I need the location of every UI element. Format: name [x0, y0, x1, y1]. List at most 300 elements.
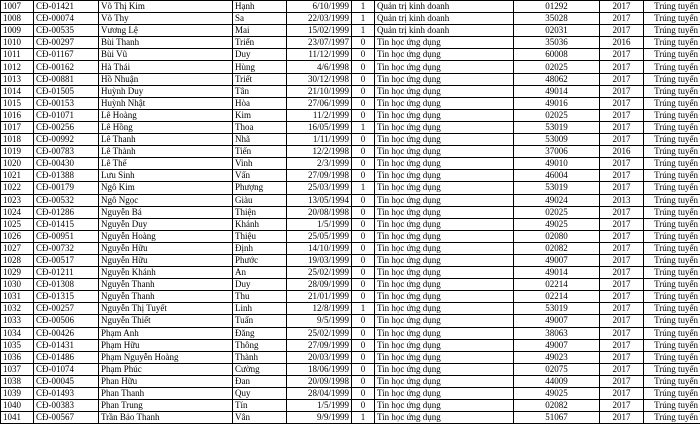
- table-row: [1, 327, 700, 339]
- first-name-cell: Định: [233, 242, 287, 254]
- graduation-year-cell: 2017: [600, 230, 644, 242]
- major-cell: Tin học ứng dụng: [375, 254, 514, 266]
- status-cell: Trúng tuyển: [644, 194, 700, 206]
- major-cell: Tin học ứng dụng: [375, 194, 514, 206]
- last-name-cell: Nguyễn Thanh: [99, 279, 233, 291]
- row-number-cell: 1019: [1, 146, 34, 158]
- school-code-cell: 38063: [514, 327, 600, 339]
- school-code-cell: 02080: [514, 230, 600, 242]
- major-cell: Tin học ứng dụng: [375, 85, 514, 97]
- row-number-cell: 1008: [1, 13, 34, 25]
- graduation-year-cell: 2017: [600, 254, 644, 266]
- school-code-cell: 49007: [514, 315, 600, 327]
- last-name-cell: Lê Thanh: [99, 134, 233, 146]
- applicant-code-cell: CĐ-01286: [34, 206, 99, 218]
- major-cell: Tin học ứng dụng: [375, 230, 514, 242]
- last-name-cell: Lê Hoàng: [99, 109, 233, 121]
- birth-date-cell: 21/01/1999: [287, 291, 352, 303]
- row-number-cell: 1013: [1, 73, 34, 85]
- row-number-cell: 1020: [1, 158, 34, 170]
- last-name-cell: Phạm Anh: [99, 327, 233, 339]
- applicant-code-cell: CĐ-00257: [34, 303, 99, 315]
- first-name-cell: Sa: [233, 13, 287, 25]
- school-code-cell: 02082: [514, 242, 600, 254]
- table-row: [1, 303, 700, 315]
- major-cell: Tin học ứng dụng: [375, 412, 514, 424]
- gender-cell: 0: [352, 388, 375, 400]
- table-body: [1, 1, 700, 424]
- last-name-cell: Ngô Ngọc: [99, 194, 233, 206]
- row-number-cell: 1030: [1, 279, 34, 291]
- applicant-code-cell: CĐ-00074: [34, 13, 99, 25]
- school-code-cell: 53019: [514, 303, 600, 315]
- status-cell: Trúng tuyển: [644, 279, 700, 291]
- birth-date-cell: 11/2/1999: [287, 109, 352, 121]
- school-code-cell: 49024: [514, 194, 600, 206]
- status-cell: Trúng tuyển: [644, 170, 700, 182]
- gender-cell: 0: [352, 327, 375, 339]
- major-cell: Tin học ứng dụng: [375, 303, 514, 315]
- major-cell: Quản trị kinh doanh: [375, 13, 514, 25]
- first-name-cell: Triển: [233, 37, 287, 49]
- last-name-cell: Trần Bảo Thanh: [99, 412, 233, 424]
- graduation-year-cell: 2016: [600, 146, 644, 158]
- school-code-cell: 02025: [514, 109, 600, 121]
- gender-cell: 0: [352, 73, 375, 85]
- row-number-cell: 1029: [1, 267, 34, 279]
- table-row: [1, 315, 700, 327]
- table-row: [1, 363, 700, 375]
- birth-date-cell: 12/8/1999: [287, 303, 352, 315]
- row-number-cell: 1007: [1, 1, 34, 13]
- row-number-cell: 1014: [1, 85, 34, 97]
- school-code-cell: 35036: [514, 37, 600, 49]
- status-cell: Trúng tuyển: [644, 242, 700, 254]
- birth-date-cell: 25/02/1999: [287, 327, 352, 339]
- graduation-year-cell: 2017: [600, 182, 644, 194]
- gender-cell: 0: [352, 170, 375, 182]
- first-name-cell: An: [233, 267, 287, 279]
- school-code-cell: 53009: [514, 134, 600, 146]
- last-name-cell: Nguyễn Khánh: [99, 267, 233, 279]
- school-code-cell: 48062: [514, 73, 600, 85]
- row-number-cell: 1009: [1, 25, 34, 37]
- first-name-cell: Tín: [233, 400, 287, 412]
- row-number-cell: 1010: [1, 37, 34, 49]
- birth-date-cell: 14/10/1999: [287, 242, 352, 254]
- applicant-code-cell: CĐ-00256: [34, 121, 99, 133]
- graduation-year-cell: 2017: [600, 13, 644, 25]
- graduation-year-cell: 2017: [600, 315, 644, 327]
- gender-cell: 0: [352, 351, 375, 363]
- last-name-cell: Võ Thy: [99, 13, 233, 25]
- graduation-year-cell: 2017: [600, 279, 644, 291]
- row-number-cell: 1032: [1, 303, 34, 315]
- status-cell: Trúng tuyển: [644, 315, 700, 327]
- major-cell: Tin học ứng dụng: [375, 267, 514, 279]
- gender-cell: 0: [352, 97, 375, 109]
- table-row: [1, 61, 700, 73]
- applicant-code-cell: CĐ-00881: [34, 73, 99, 85]
- last-name-cell: Hồ Nhuận: [99, 73, 233, 85]
- major-cell: Tin học ứng dụng: [375, 327, 514, 339]
- gender-cell: 0: [352, 61, 375, 73]
- birth-date-cell: 28/09/1999: [287, 279, 352, 291]
- row-number-cell: 1040: [1, 400, 34, 412]
- graduation-year-cell: 2017: [600, 49, 644, 61]
- school-code-cell: 49014: [514, 267, 600, 279]
- first-name-cell: Đan: [233, 375, 287, 387]
- first-name-cell: Vân: [233, 412, 287, 424]
- gender-cell: 0: [352, 85, 375, 97]
- school-code-cell: 37006: [514, 146, 600, 158]
- table-row: [1, 109, 700, 121]
- status-cell: Trúng tuyển: [644, 267, 700, 279]
- major-cell: Tin học ứng dụng: [375, 315, 514, 327]
- major-cell: Tin học ứng dụng: [375, 242, 514, 254]
- last-name-cell: Nguyễn Hữu: [99, 242, 233, 254]
- school-code-cell: 02031: [514, 25, 600, 37]
- first-name-cell: Thiện: [233, 206, 287, 218]
- school-code-cell: 02025: [514, 61, 600, 73]
- first-name-cell: Vấn: [233, 170, 287, 182]
- last-name-cell: Phạm Hữu: [99, 339, 233, 351]
- last-name-cell: Lê Thành: [99, 146, 233, 158]
- row-number-cell: 1026: [1, 230, 34, 242]
- table-row: [1, 254, 700, 266]
- row-number-cell: 1036: [1, 351, 34, 363]
- first-name-cell: Triết: [233, 73, 287, 85]
- row-number-cell: 1021: [1, 170, 34, 182]
- table-row: [1, 279, 700, 291]
- graduation-year-cell: 2017: [600, 25, 644, 37]
- first-name-cell: Vinh: [233, 158, 287, 170]
- row-number-cell: 1035: [1, 339, 34, 351]
- status-cell: Trúng tuyển: [644, 291, 700, 303]
- major-cell: Tin học ứng dụng: [375, 146, 514, 158]
- table-row: [1, 339, 700, 351]
- school-code-cell: 49010: [514, 158, 600, 170]
- applicant-code-cell: CĐ-00532: [34, 194, 99, 206]
- first-name-cell: Mai: [233, 25, 287, 37]
- major-cell: Tin học ứng dụng: [375, 109, 514, 121]
- school-code-cell: 02082: [514, 400, 600, 412]
- applicant-code-cell: CĐ-00179: [34, 182, 99, 194]
- gender-cell: 0: [352, 109, 375, 121]
- graduation-year-cell: 2017: [600, 351, 644, 363]
- table-row: [1, 1, 700, 13]
- major-cell: Tin học ứng dụng: [375, 339, 514, 351]
- major-cell: Tin học ứng dụng: [375, 49, 514, 61]
- applicant-code-cell: CĐ-01431: [34, 339, 99, 351]
- school-code-cell: 49007: [514, 254, 600, 266]
- status-cell: Trúng tuyển: [644, 25, 700, 37]
- graduation-year-cell: 2017: [600, 206, 644, 218]
- major-cell: Tin học ứng dụng: [375, 134, 514, 146]
- graduation-year-cell: 2017: [600, 158, 644, 170]
- last-name-cell: Nguyễn Thị Tuyết: [99, 303, 233, 315]
- status-cell: Trúng tuyển: [644, 327, 700, 339]
- row-number-cell: 1039: [1, 388, 34, 400]
- table-row: [1, 97, 700, 109]
- birth-date-cell: 22/03/1999: [287, 13, 352, 25]
- row-number-cell: 1011: [1, 49, 34, 61]
- table-row: [1, 121, 700, 133]
- table-row: [1, 291, 700, 303]
- gender-cell: 0: [352, 315, 375, 327]
- graduation-year-cell: 2017: [600, 1, 644, 13]
- birth-date-cell: 25/05/1999: [287, 230, 352, 242]
- table-row: [1, 388, 700, 400]
- gender-cell: 1: [352, 182, 375, 194]
- applicant-code-cell: CĐ-00430: [34, 158, 99, 170]
- first-name-cell: Thoa: [233, 121, 287, 133]
- table-row: [1, 73, 700, 85]
- birth-date-cell: 1/11/1999: [287, 134, 352, 146]
- school-code-cell: 51067: [514, 412, 600, 424]
- graduation-year-cell: 2017: [600, 170, 644, 182]
- major-cell: Tin học ứng dụng: [375, 97, 514, 109]
- last-name-cell: Nguyễn Thanh: [99, 291, 233, 303]
- school-code-cell: 49025: [514, 218, 600, 230]
- last-name-cell: Phan Trung: [99, 400, 233, 412]
- school-code-cell: 01292: [514, 1, 600, 13]
- last-name-cell: Lê Hồng: [99, 121, 233, 133]
- table-row: [1, 375, 700, 387]
- graduation-year-cell: 2017: [600, 218, 644, 230]
- last-name-cell: Nguyễn Thiết: [99, 315, 233, 327]
- last-name-cell: Phan Thanh: [99, 388, 233, 400]
- applicant-code-cell: CĐ-00567: [34, 412, 99, 424]
- graduation-year-cell: 2017: [600, 134, 644, 146]
- status-cell: Trúng tuyển: [644, 85, 700, 97]
- applicant-code-cell: CĐ-00426: [34, 327, 99, 339]
- graduation-year-cell: 2017: [600, 363, 644, 375]
- applicant-code-cell: CĐ-00783: [34, 146, 99, 158]
- table-row: [1, 218, 700, 230]
- row-number-cell: 1022: [1, 182, 34, 194]
- table-row: [1, 351, 700, 363]
- gender-cell: 0: [352, 206, 375, 218]
- applicant-code-cell: CĐ-01421: [34, 1, 99, 13]
- first-name-cell: Tiến: [233, 146, 287, 158]
- major-cell: Tin học ứng dụng: [375, 279, 514, 291]
- first-name-cell: Cường: [233, 363, 287, 375]
- last-name-cell: Nguyễn Bá: [99, 206, 233, 218]
- school-code-cell: 53019: [514, 182, 600, 194]
- last-name-cell: Bùi Vũ: [99, 49, 233, 61]
- gender-cell: 0: [352, 218, 375, 230]
- major-cell: Tin học ứng dụng: [375, 388, 514, 400]
- gender-cell: 0: [352, 134, 375, 146]
- applicant-code-cell: CĐ-01388: [34, 170, 99, 182]
- school-code-cell: 60008: [514, 49, 600, 61]
- status-cell: Trúng tuyển: [644, 388, 700, 400]
- birth-date-cell: 27/09/1999: [287, 339, 352, 351]
- last-name-cell: Vương Lệ: [99, 25, 233, 37]
- birth-date-cell: 16/05/1999: [287, 121, 352, 133]
- gender-cell: 1: [352, 303, 375, 315]
- applicant-code-cell: CĐ-00506: [34, 315, 99, 327]
- graduation-year-cell: 2017: [600, 121, 644, 133]
- applicant-code-cell: CĐ-00297: [34, 37, 99, 49]
- birth-date-cell: 12/2/1998: [287, 146, 352, 158]
- table-row: [1, 85, 700, 97]
- gender-cell: 0: [352, 194, 375, 206]
- gender-cell: 0: [352, 242, 375, 254]
- school-code-cell: 49025: [514, 388, 600, 400]
- school-code-cell: 02214: [514, 279, 600, 291]
- school-code-cell: 44009: [514, 375, 600, 387]
- status-cell: Trúng tuyển: [644, 339, 700, 351]
- applicant-code-cell: CĐ-00992: [34, 134, 99, 146]
- birth-date-cell: 20/08/1998: [287, 206, 352, 218]
- graduation-year-cell: 2017: [600, 400, 644, 412]
- applicant-code-cell: CĐ-00951: [34, 230, 99, 242]
- birth-date-cell: 25/03/1999: [287, 182, 352, 194]
- graduation-year-cell: 2017: [600, 327, 644, 339]
- gender-cell: 0: [352, 339, 375, 351]
- first-name-cell: Kim: [233, 109, 287, 121]
- birth-date-cell: 15/02/1999: [287, 25, 352, 37]
- major-cell: Tin học ứng dụng: [375, 291, 514, 303]
- applicant-code-cell: CĐ-00383: [34, 400, 99, 412]
- gender-cell: 0: [352, 267, 375, 279]
- row-number-cell: 1025: [1, 218, 34, 230]
- table-row: [1, 182, 700, 194]
- birth-date-cell: 18/06/1999: [287, 363, 352, 375]
- last-name-cell: Huỳnh Nhật: [99, 97, 233, 109]
- last-name-cell: Hà Thái: [99, 61, 233, 73]
- row-number-cell: 1024: [1, 206, 34, 218]
- last-name-cell: Lê Thế: [99, 158, 233, 170]
- graduation-year-cell: 2017: [600, 388, 644, 400]
- last-name-cell: Ngô Kim: [99, 182, 233, 194]
- table-row: [1, 412, 700, 424]
- birth-date-cell: 20/09/1998: [287, 375, 352, 387]
- status-cell: Trúng tuyển: [644, 182, 700, 194]
- graduation-year-cell: 2017: [600, 109, 644, 121]
- gender-cell: 1: [352, 1, 375, 13]
- status-cell: Trúng tuyển: [644, 1, 700, 13]
- school-code-cell: 49014: [514, 85, 600, 97]
- gender-cell: 0: [352, 230, 375, 242]
- gender-cell: 0: [352, 279, 375, 291]
- status-cell: Trúng tuyển: [644, 73, 700, 85]
- applicant-code-cell: CĐ-00153: [34, 97, 99, 109]
- graduation-year-cell: 2017: [600, 242, 644, 254]
- major-cell: Tin học ứng dụng: [375, 121, 514, 133]
- status-cell: Trúng tuyển: [644, 97, 700, 109]
- gender-cell: 0: [352, 37, 375, 49]
- table-row: [1, 267, 700, 279]
- table-row: [1, 49, 700, 61]
- status-cell: Trúng tuyển: [644, 61, 700, 73]
- gender-cell: 0: [352, 146, 375, 158]
- birth-date-cell: 21/10/1999: [287, 85, 352, 97]
- row-number-cell: 1034: [1, 327, 34, 339]
- status-cell: Trúng tuyển: [644, 134, 700, 146]
- row-number-cell: 1033: [1, 315, 34, 327]
- graduation-year-cell: 2017: [600, 303, 644, 315]
- graduation-year-cell: 2017: [600, 291, 644, 303]
- major-cell: Tin học ứng dụng: [375, 170, 514, 182]
- table-row: [1, 242, 700, 254]
- school-code-cell: 49023: [514, 351, 600, 363]
- gender-cell: 1: [352, 13, 375, 25]
- table-row: [1, 37, 700, 49]
- status-cell: Trúng tuyển: [644, 230, 700, 242]
- school-code-cell: 53019: [514, 121, 600, 133]
- major-cell: Tin học ứng dụng: [375, 400, 514, 412]
- birth-date-cell: 13/05/1994: [287, 194, 352, 206]
- last-name-cell: Nguyễn Hữu: [99, 254, 233, 266]
- status-cell: Trúng tuyển: [644, 303, 700, 315]
- last-name-cell: Huỳnh Duy: [99, 85, 233, 97]
- first-name-cell: Phước: [233, 254, 287, 266]
- gender-cell: 0: [352, 400, 375, 412]
- table-row: [1, 400, 700, 412]
- last-name-cell: Nguyễn Duy: [99, 218, 233, 230]
- status-cell: Trúng tuyển: [644, 218, 700, 230]
- school-code-cell: 35028: [514, 13, 600, 25]
- status-cell: Trúng tuyển: [644, 37, 700, 49]
- table-row: [1, 134, 700, 146]
- first-name-cell: Thành: [233, 351, 287, 363]
- birth-date-cell: 19/03/1999: [287, 254, 352, 266]
- major-cell: Tin học ứng dụng: [375, 351, 514, 363]
- major-cell: Tin học ứng dụng: [375, 37, 514, 49]
- table-row: [1, 13, 700, 25]
- major-cell: Tin học ứng dụng: [375, 182, 514, 194]
- school-code-cell: 02214: [514, 291, 600, 303]
- applicant-code-cell: CĐ-01505: [34, 85, 99, 97]
- row-number-cell: 1037: [1, 363, 34, 375]
- status-cell: Trúng tuyển: [644, 254, 700, 266]
- status-cell: Trúng tuyển: [644, 375, 700, 387]
- graduation-year-cell: 2017: [600, 97, 644, 109]
- gender-cell: 1: [352, 25, 375, 37]
- major-cell: Tin học ứng dụng: [375, 73, 514, 85]
- status-cell: Trúng tuyển: [644, 109, 700, 121]
- last-name-cell: Lưu Sinh: [99, 170, 233, 182]
- row-number-cell: 1028: [1, 254, 34, 266]
- gender-cell: 0: [352, 49, 375, 61]
- table-row: [1, 170, 700, 182]
- row-number-cell: 1027: [1, 242, 34, 254]
- first-name-cell: Đăng: [233, 327, 287, 339]
- row-number-cell: 1012: [1, 61, 34, 73]
- first-name-cell: Thông: [233, 339, 287, 351]
- table-row: [1, 206, 700, 218]
- birth-date-cell: 6/10/1999: [287, 1, 352, 13]
- gender-cell: 1: [352, 412, 375, 424]
- birth-date-cell: 30/12/1998: [287, 73, 352, 85]
- applicant-code-cell: CĐ-01071: [34, 109, 99, 121]
- major-cell: Tin học ứng dụng: [375, 206, 514, 218]
- last-name-cell: Bùi Thanh: [99, 37, 233, 49]
- applicant-code-cell: CĐ-00535: [34, 25, 99, 37]
- school-code-cell: 49007: [514, 339, 600, 351]
- status-cell: Trúng tuyển: [644, 158, 700, 170]
- birth-date-cell: 20/03/1999: [287, 351, 352, 363]
- applicant-code-cell: CĐ-01486: [34, 351, 99, 363]
- last-name-cell: Võ Thị Kim: [99, 1, 233, 13]
- graduation-year-cell: 2016: [600, 37, 644, 49]
- last-name-cell: Nguyễn Hoàng: [99, 230, 233, 242]
- status-cell: Trúng tuyển: [644, 49, 700, 61]
- birth-date-cell: 11/12/1999: [287, 49, 352, 61]
